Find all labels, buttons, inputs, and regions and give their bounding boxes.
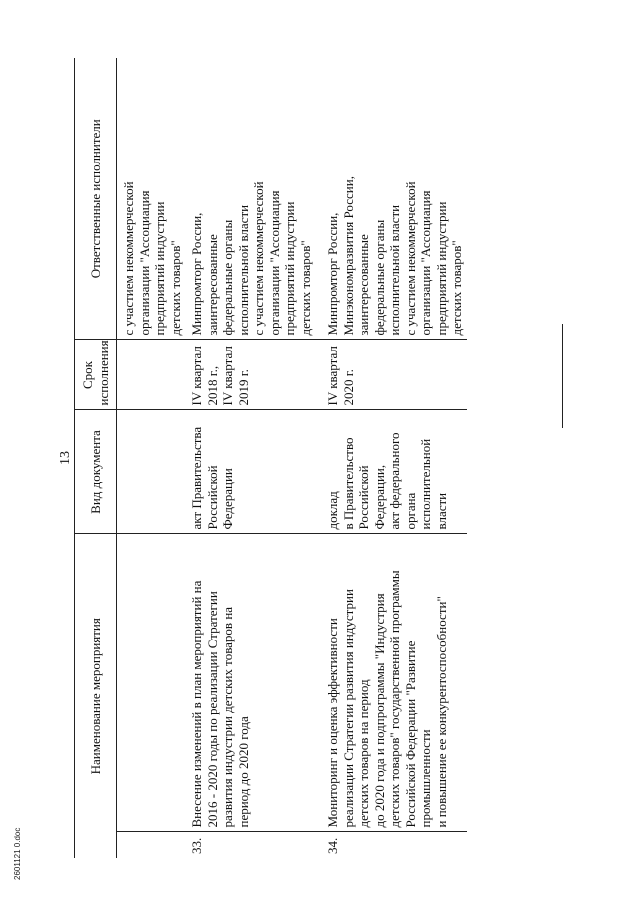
header-doc-type: Вид документа (75, 410, 117, 534)
header-name: Наименование мероприятия (75, 534, 117, 858)
row-name (185, 534, 315, 832)
cell-line: с участием некоммерческой (251, 181, 266, 336)
row-doc-type (117, 410, 186, 534)
footer-filename: 2601121 0.doc (13, 827, 22, 880)
table-header-row (75, 58, 117, 858)
cell-line: акт Правительства (189, 426, 204, 530)
cell-line: с участием некоммерческой (121, 181, 136, 336)
cell-line: развития индустрии детских товаров на (220, 606, 235, 828)
cell-line: детских товаров" (167, 240, 183, 336)
cell-line: в Правительство (340, 437, 356, 530)
cell-line: исполнительной (418, 438, 433, 530)
cell-line: промышленности (418, 729, 433, 828)
cell-line: предприятий индустрии (282, 201, 297, 336)
cell-line: с участием некоммерческой (402, 181, 418, 336)
cell-line: организации "Ассоциация (266, 190, 282, 336)
row-deadline (185, 340, 315, 410)
cell-line: реализации Стратегии развития индустрии (340, 589, 356, 828)
row-name (315, 534, 467, 832)
cell-line: Российской (356, 465, 371, 530)
cell-line: Российской (204, 465, 220, 530)
row-name (117, 534, 186, 832)
cell-line: организации "Ассоциация (136, 190, 152, 336)
row-number: 34. (325, 837, 340, 854)
cell-line: исполнительной власти (235, 204, 251, 336)
table-row (185, 58, 315, 858)
cell-line: доклад (325, 491, 340, 530)
cell-line: IV квартал (189, 346, 204, 406)
cell-line: IV квартал (325, 346, 340, 406)
cell-line: Мониторинг и оценка эффективности (325, 618, 340, 828)
cell-line: период до 2020 года (235, 716, 251, 828)
row-executors (185, 58, 315, 340)
cell-line: Минэкономразвития России, (340, 176, 356, 336)
cell-line: 2018 г., (204, 365, 220, 406)
cell-line: до 2020 года и подпрограммы "Индустрия (371, 593, 387, 828)
table-row (315, 58, 467, 858)
cell-line: детских товаров" государственной программы (387, 570, 402, 828)
cell-line: детских товаров" (297, 240, 313, 336)
cell-line: исполнительной власти (387, 204, 402, 336)
cell-line: органа (402, 492, 418, 530)
cell-line: предприятий индустрии (433, 201, 449, 336)
row-deadline (315, 340, 467, 410)
cell-line: 2019 г. (235, 369, 251, 406)
cell-line: заинтересованные (356, 234, 371, 336)
row-doc-type (315, 410, 467, 534)
header-deadline-line1: Срок (80, 361, 95, 389)
cell-line: акт федерального (387, 432, 402, 530)
row-doc-type (185, 410, 315, 534)
cell-line: и повышение ее конкурентоспособности" (433, 596, 449, 828)
row-number (117, 832, 186, 858)
row-executors (315, 58, 467, 340)
page-number: 13 (58, 451, 73, 465)
row-deadline (117, 340, 186, 410)
cell-line: детских товаров" (449, 240, 464, 336)
cell-line: 2016 - 2020 годы по реализации Стратегии (204, 591, 220, 828)
rotated-landscape-content (58, 58, 598, 858)
cell-line: Минпромторг России, (325, 212, 340, 336)
cell-line: Федерации, (371, 464, 387, 530)
cell-line: IV квартал (220, 346, 235, 406)
measures-table (74, 58, 467, 858)
table-row (117, 58, 186, 858)
row-executors (117, 58, 186, 340)
cell-line: предприятий индустрии (152, 201, 167, 336)
cell-line: Федерации (220, 468, 235, 530)
cell-line: власти (433, 492, 449, 530)
cell-line: федеральные органы (220, 219, 235, 336)
cell-line: федеральные органы (371, 219, 387, 336)
header-deadline (75, 340, 117, 410)
cell-line: Внесение изменений в план мероприятий на (189, 580, 204, 828)
cell-line: организации "Ассоциация (418, 190, 433, 336)
cell-line: Российской Федерации "Развитие (402, 640, 418, 828)
row-number: 33. (189, 837, 204, 854)
end-rule (562, 324, 563, 428)
header-deadline-line2: исполнения (95, 340, 111, 406)
cell-line: заинтересованные (204, 234, 220, 336)
header-executors: Ответственные исполнители (75, 58, 117, 340)
cell-line: 2020 г. (340, 369, 356, 406)
cell-line: Минпромторг России, (189, 212, 204, 336)
cell-line: детских товаров на период (356, 679, 371, 828)
